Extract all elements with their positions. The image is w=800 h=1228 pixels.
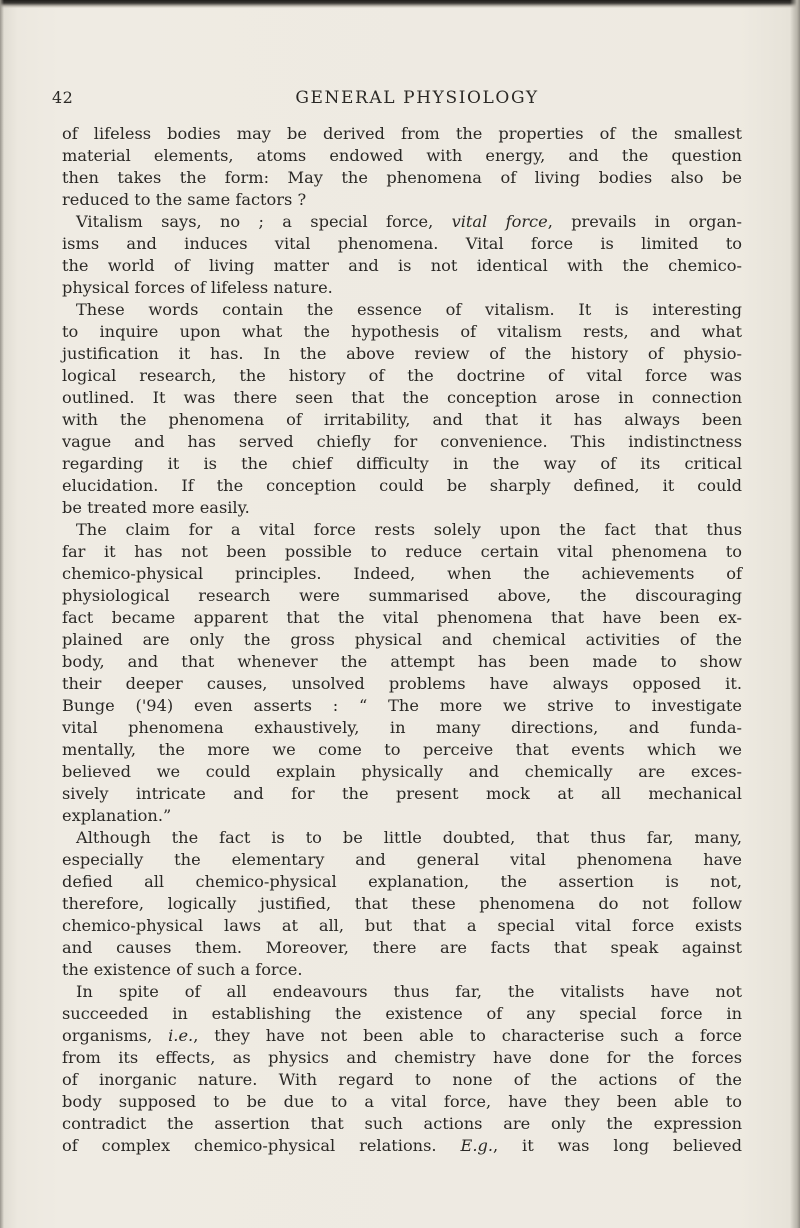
- text-line: their deeper causes, unsolved problems have always opposed it.: [62, 674, 742, 693]
- running-head: GENERAL PHYSIOLOGY: [295, 88, 539, 108]
- text-line: chemico-physical principles. Indeed, when the achievements of: [62, 564, 742, 583]
- page-left-edge: [0, 0, 4, 1228]
- text-line: material elements, atoms endowed with energy, and the question: [62, 146, 742, 165]
- text-line: vague and has served chiefly for convenience. This indistinctness: [62, 432, 742, 451]
- text-line: elucidation. If the conception could be sharply defined, it could: [62, 476, 742, 495]
- text-line: In spite of all endeavours thus far, the vitalists have not: [76, 982, 742, 1001]
- text-line: Although the fact is to be little doubted, that thus far, many,: [76, 828, 742, 847]
- text-line: isms and induces vital phenomena. Vital force is limited to: [62, 234, 742, 253]
- text-line: contradict the assertion that such actions are only the expression: [62, 1114, 742, 1133]
- text-line: with the phenomena of irritability, and that it has always been: [62, 410, 742, 429]
- text-line: logical research, the history of the doctrine of vital force was: [62, 366, 742, 385]
- page-number: 42: [52, 88, 74, 107]
- text-line: and causes them. Moreover, there are facts that speak against: [62, 938, 742, 957]
- text-line: body, and that whenever the attempt has been made to show: [62, 652, 742, 671]
- text-line: regarding it is the chief difficulty in the way of its critical: [62, 454, 742, 473]
- text-line: physical forces of lifeless nature.: [62, 278, 333, 297]
- text-line: mentally, the more we come to perceive that events which we: [62, 740, 742, 759]
- text-line: Vitalism says, no ; a special force, vital force, prevails in organ-: [76, 212, 743, 231]
- text-line: explanation.”: [62, 806, 172, 825]
- text-line: body supposed to be due to a vital force, have they been able to: [62, 1092, 742, 1111]
- text-line: chemico-physical laws at all, but that a special vital force exists: [62, 916, 742, 935]
- text-line: from its effects, as physics and chemistry have done for the forces: [62, 1048, 742, 1067]
- text-line: especially the elementary and general vital phenomena have: [62, 850, 742, 869]
- text-line: reduced to the same factors ?: [62, 190, 307, 209]
- text-line: the existence of such a force.: [62, 960, 303, 979]
- text-line: then takes the form: May the phenomena of living bodies also be: [62, 168, 742, 187]
- text-line: believed we could explain physically and chemically are exces-: [62, 762, 742, 781]
- page-header: [52, 88, 752, 112]
- text-line: sively intricate and for the present mock at all mechanical: [62, 784, 742, 803]
- text-line: These words contain the essence of vitalism. It is interesting: [76, 300, 742, 319]
- text-line: outlined. It was there seen that the conception arose in connection: [62, 388, 742, 407]
- text-line: to inquire upon what the hypothesis of vitalism rests, and what: [62, 322, 742, 341]
- text-line: be treated more easily.: [62, 498, 250, 517]
- text-line: plained are only the gross physical and chemical activities of the: [62, 630, 742, 649]
- text-line: vital phenomena exhaustively, in many directions, and funda-: [62, 718, 742, 737]
- body-text: [62, 123, 742, 1157]
- page-right-edge: [790, 0, 800, 1228]
- text-line: the world of living matter and is not identical with the chemico-: [62, 256, 742, 275]
- text-line: physiological research were summarised above, the discouraging: [62, 586, 742, 605]
- text-line: of inorganic nature. With regard to none of the actions of the: [62, 1070, 742, 1089]
- text-line: organisms, i.e., they have not been able to characterise such a force: [62, 1026, 742, 1045]
- text-line: defied all chemico-physical explanation, the assertion is not,: [62, 872, 742, 891]
- text-line: therefore, logically justified, that these phenomena do not follow: [62, 894, 742, 913]
- text-line: far it has not been possible to reduce certain vital phenomena to: [62, 542, 742, 561]
- text-line: succeeded in establishing the existence of any special force in: [62, 1004, 742, 1023]
- page-top-edge: [0, 0, 800, 8]
- text-line: of complex chemico-physical relations. E.g., it was long believed: [62, 1136, 742, 1155]
- text-line: justification it has. In the above review of the history of physio-: [62, 344, 742, 363]
- text-line: of lifeless bodies may be derived from the properties of the smallest: [62, 124, 742, 143]
- text-line: The claim for a vital force rests solely upon the fact that thus: [76, 520, 742, 539]
- text-line: fact became apparent that the vital phenomena that have been ex-: [62, 608, 742, 627]
- text-line: Bunge ('94) even asserts : “ The more we strive to investigate: [62, 696, 742, 715]
